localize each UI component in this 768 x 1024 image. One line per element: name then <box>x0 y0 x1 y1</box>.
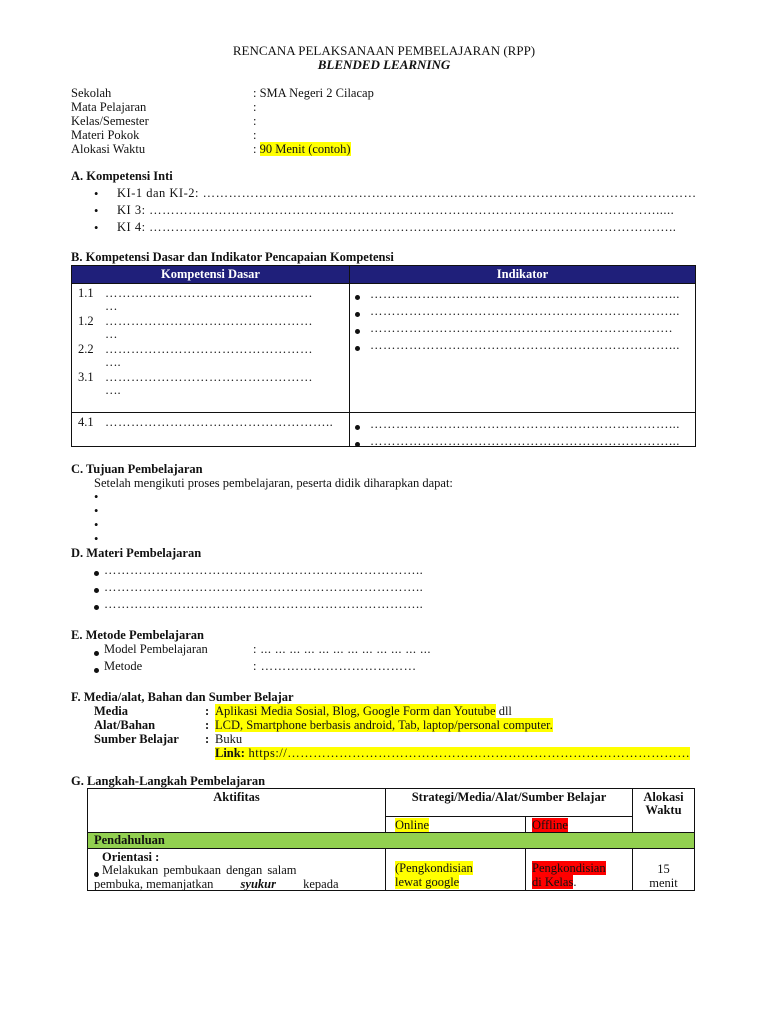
kd-text: …………………………………………….. <box>105 415 334 429</box>
offline-pengkondisian: Pengkondisian <box>532 861 606 875</box>
heading-kompetensi-inti: A. Kompetensi Inti <box>71 169 173 183</box>
value-sumber-belajar: Buku <box>215 732 243 746</box>
ki-item-1: KI-1 dan KI-2: …………………………………………………………………………………………………… <box>117 186 697 200</box>
value-mata-pelajaran: : <box>253 100 257 114</box>
online-google: lewat google <box>395 875 460 889</box>
table-divider <box>385 848 386 890</box>
kd-text: ………………………………………… <box>105 314 313 328</box>
tujuan-bullet: • <box>94 532 99 546</box>
heading-media: F. Media/alat, Bahan dan Sumber Belajar <box>71 690 294 704</box>
label-sumber-belajar: Sumber Belajar <box>94 732 179 746</box>
indikator-item: ……………………………………………………………. <box>370 321 673 335</box>
kd-text-cont: … <box>105 327 118 341</box>
indikator-bullet <box>355 324 360 337</box>
indikator-bullet <box>355 307 360 320</box>
ki-bullet-2: • <box>94 204 99 218</box>
kd-text: ………………………………………… <box>105 370 313 384</box>
kd-text-cont: …. <box>105 383 121 397</box>
kd-num: 1.1 <box>78 286 94 300</box>
label-mata-pelajaran: Mata Pelajaran <box>71 100 147 114</box>
alokasi-header-1: Alokasi <box>643 790 684 804</box>
metode-bullet <box>94 646 99 659</box>
materi-bullet <box>94 566 99 579</box>
table-divider <box>72 412 695 413</box>
kd-num: 4.1 <box>78 415 94 429</box>
label-model-pembelajaran: Model Pembelajaran <box>104 642 208 656</box>
heading-langkah: G. Langkah-Langkah Pembelajaran <box>71 774 266 788</box>
aktifitas-line-2: pembuka, memanjatkan syukur kepada <box>94 877 339 891</box>
label-metode: Metode <box>104 659 143 673</box>
materi-item: ……………………………………………………………….. <box>104 563 424 577</box>
metode-bullet <box>94 663 99 676</box>
link-url[interactable]: https://………………………………………………………………………………… <box>244 746 691 760</box>
tujuan-intro: Setelah mengikuti proses pembelajaran, peserta didik diharapkan dapat: <box>94 476 453 490</box>
kd-text: ………………………………………… <box>105 286 313 300</box>
colon: : <box>205 704 210 718</box>
indikator-bullet <box>355 341 360 354</box>
indikator-bullet <box>355 290 360 303</box>
kd-text-cont: … <box>105 299 118 313</box>
label-sekolah: Sekolah <box>71 86 112 100</box>
indikator-item: ……………………………………………………………... <box>370 434 680 448</box>
table-divider <box>88 832 694 833</box>
kd-indikator-table <box>71 265 696 447</box>
value-media-suffix: dll <box>495 704 512 718</box>
ki-item-3: KI 4: ………………………………………………………………………………………………………….. <box>117 220 677 234</box>
page-title: RENCANA PELAKSANAAN PEMBELAJARAN (RPP) <box>232 43 536 58</box>
materi-bullet <box>94 583 99 596</box>
online-label: Online <box>395 818 430 832</box>
indikator-bullet <box>355 437 360 450</box>
indikator-column-header: Indikator <box>350 266 695 283</box>
value-alokasi-highlight: 90 Menit (contoh) <box>259 142 351 156</box>
value-metode: : ……………………………… <box>253 659 417 673</box>
kd-column-header: Kompetensi Dasar <box>72 266 349 283</box>
label-alat-bahan: Alat/Bahan <box>94 718 156 732</box>
label-materi-pokok: Materi Pokok <box>71 128 140 142</box>
kd-num: 3.1 <box>78 370 94 384</box>
value-alat-highlight: LCD, Smartphone berbasis android, Tab, laptop/personal computer. <box>215 718 553 732</box>
value-kelas-semester: : <box>253 114 257 128</box>
ki-item-2: KI 3: ………………………………………………………………………………………………………..... <box>117 203 675 217</box>
tujuan-bullet: • <box>94 504 99 518</box>
indikator-item: ……………………………………………………………... <box>370 338 680 352</box>
ki-bullet-3: • <box>94 221 99 235</box>
value-link <box>215 747 690 760</box>
langkah-table <box>87 788 695 891</box>
time-unit: menit <box>649 876 678 890</box>
heading-materi: D. Materi Pembelajaran <box>71 546 202 560</box>
indikator-item: ……………………………………………………………... <box>370 417 680 431</box>
tujuan-bullet: • <box>94 518 99 532</box>
value-materi-pokok: : <box>253 128 257 142</box>
aktifitas-header: Aktifitas <box>213 790 260 804</box>
table-divider <box>525 848 526 890</box>
offline-label: Offline <box>532 818 568 832</box>
colon: : <box>205 718 210 732</box>
table-divider <box>349 266 350 446</box>
indikator-item: ……………………………………………………………... <box>370 287 680 301</box>
value-media <box>215 705 512 718</box>
kd-text: ………………………………………… <box>105 342 313 356</box>
time-value: 15 <box>657 862 670 876</box>
kd-num: 2.2 <box>78 342 94 356</box>
alokasi-header-2: Waktu <box>645 803 682 817</box>
heading-tujuan: C. Tujuan Pembelajaran <box>71 462 203 476</box>
value-sekolah: : SMA Negeri 2 Cilacap <box>253 86 374 100</box>
value-alokasi-waktu <box>253 143 351 156</box>
tujuan-bullet: • <box>94 490 99 504</box>
heading-metode: E. Metode Pembelajaran <box>71 628 204 642</box>
pendahuluan-label: Pendahuluan <box>94 833 165 847</box>
orientasi-label: Orientasi : <box>102 850 160 864</box>
table-divider <box>525 816 526 832</box>
pendahuluan-row-bg <box>88 832 694 848</box>
strategi-header: Strategi/Media/Alat/Sumber Belajar <box>411 790 607 804</box>
table-divider <box>72 283 695 284</box>
materi-item: ……………………………………………………………….. <box>104 597 424 611</box>
heading-kompetensi-dasar: B. Kompetensi Dasar dan Indikator Pencapaian Kompetensi <box>71 250 394 264</box>
indikator-bullet <box>355 420 360 433</box>
page-subtitle: BLENDED LEARNING <box>317 57 451 72</box>
table-divider <box>88 848 694 849</box>
indikator-item: ……………………………………………………………... <box>370 304 680 318</box>
kd-num: 1.2 <box>78 314 94 328</box>
materi-bullet <box>94 600 99 613</box>
label-media: Media <box>94 704 129 718</box>
label-kelas-semester: Kelas/Semester <box>71 114 149 128</box>
value-media-highlight: Aplikasi Media Sosial, Blog, Google Form dan Youtube <box>215 704 496 718</box>
link-label: Link: <box>215 746 245 760</box>
online-pengkondisian: (Pengkondisian <box>395 861 473 875</box>
value-alokasi-prefix: : <box>253 142 260 156</box>
value-alat-bahan <box>215 719 553 732</box>
label-alokasi-waktu: Alokasi Waktu <box>71 142 146 156</box>
aktifitas-line-1: Melakukan pembukaan dengan salam <box>102 863 297 877</box>
value-model-pembelajaran: : ... ... ... ... ... ... ... ... ... ... ... ... <box>253 642 431 656</box>
colon: : <box>205 732 210 746</box>
offline-kelas: di Kelas. <box>532 875 577 889</box>
table-divider <box>385 816 632 817</box>
materi-item: ……………………………………………………………….. <box>104 580 424 594</box>
kd-text-cont: …. <box>105 355 121 369</box>
ki-bullet-1: • <box>94 187 99 201</box>
